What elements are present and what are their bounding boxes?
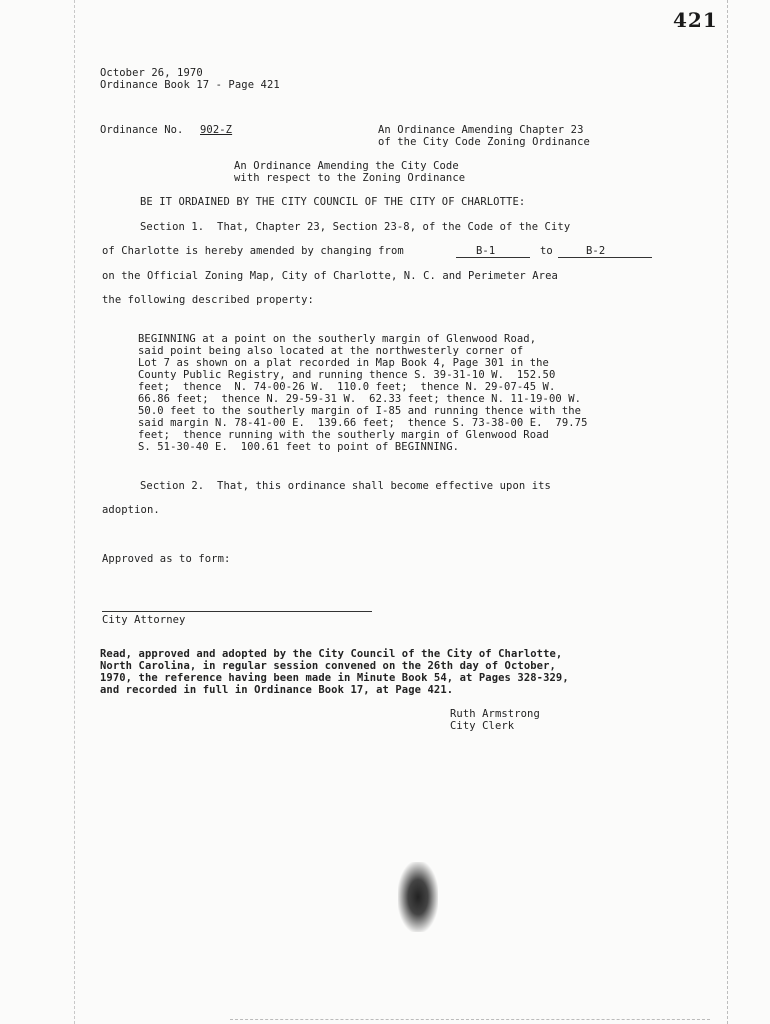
approved-as-to-form: Approved as to form:	[102, 553, 231, 565]
attorney-signature-line	[102, 611, 372, 612]
section1-line4: the following described property:	[102, 294, 314, 306]
certification-line: 1970, the reference having been made in Minute Book 54, at Pages 328-329,	[100, 672, 569, 684]
margin-rule-bottom	[230, 1019, 710, 1020]
ordinance-subtitle-line2: with respect to the Zoning Ordinance	[234, 172, 466, 184]
section2-line1: Section 2. That, this ordinance shall become effective upon its	[140, 480, 551, 492]
legal-description-line: feet; thence running with the southerly margin of Glenwood Road	[138, 429, 549, 441]
section1-line3: on the Official Zoning Map, City of Charlotte, N. C. and Perimeter Area	[102, 270, 558, 282]
legal-description-line: Lot 7 as shown on a plat recorded in Map Book 4, Page 301 in the	[138, 357, 549, 369]
book-reference: Ordinance Book 17 - Page 421	[100, 79, 280, 91]
clerk-name: Ruth Armstrong	[450, 708, 540, 720]
page-number: 421	[673, 8, 718, 32]
margin-rule-right	[727, 0, 728, 1024]
legal-description-line: said point being also located at the northwesterly corner of	[138, 345, 524, 357]
to-zone: B-2	[586, 245, 606, 257]
clerk-title: City Clerk	[450, 720, 515, 732]
ordinance-number-label: Ordinance No.	[100, 124, 184, 136]
ordinance-caption-line2: of the City Code Zoning Ordinance	[378, 136, 590, 148]
legal-description-line: 50.0 feet to the southerly margin of I-85 and running thence with the	[138, 405, 582, 417]
document-date: October 26, 1970	[100, 67, 203, 79]
legal-description-line: County Public Registry, and running thence S. 39-31-10 W. 152.50	[138, 369, 556, 381]
from-zone: B-1	[476, 245, 496, 257]
section1-line2: of Charlotte is hereby amended by changing from	[102, 245, 404, 257]
city-attorney-label: City Attorney	[102, 614, 186, 626]
to-word: to	[540, 245, 553, 257]
legal-description-line: S. 51-30-40 E. 100.61 feet to point of BEGINNING.	[138, 441, 460, 453]
legal-description-line: said margin N. 78-41-00 E. 139.66 feet; thence S. 73-38-00 E. 79.75	[138, 417, 588, 429]
certification-line: North Carolina, in regular session convened on the 26th day of October,	[100, 660, 556, 672]
certification-line: Read, approved and adopted by the City Council of the City of Charlotte,	[100, 648, 563, 660]
legal-description-line: feet; thence N. 74-00-26 W. 110.0 feet; thence N. 29-07-45 W.	[138, 381, 556, 393]
ordinance-number: 902-Z	[200, 124, 233, 136]
legal-description-line: BEGINNING at a point on the southerly margin of Glenwood Road,	[138, 333, 537, 345]
certification-line: and recorded in full in Ordinance Book 17, at Page 421.	[100, 684, 454, 696]
section1-line1: Section 1. That, Chapter 23, Section 23-8, of the Code of the City	[140, 221, 571, 233]
ink-smudge	[398, 862, 438, 932]
ordinance-subtitle-line1: An Ordinance Amending the City Code	[234, 160, 459, 172]
enacting-clause: BE IT ORDAINED BY THE CITY COUNCIL OF THE CITY OF CHARLOTTE:	[140, 196, 526, 208]
section2-line2: adoption.	[102, 504, 160, 516]
margin-rule-left	[74, 0, 75, 1024]
ordinance-caption-line1: An Ordinance Amending Chapter 23	[378, 124, 584, 136]
legal-description-line: 66.86 feet; thence N. 29-59-31 W. 62.33 feet; thence N. 11-19-00 W.	[138, 393, 582, 405]
